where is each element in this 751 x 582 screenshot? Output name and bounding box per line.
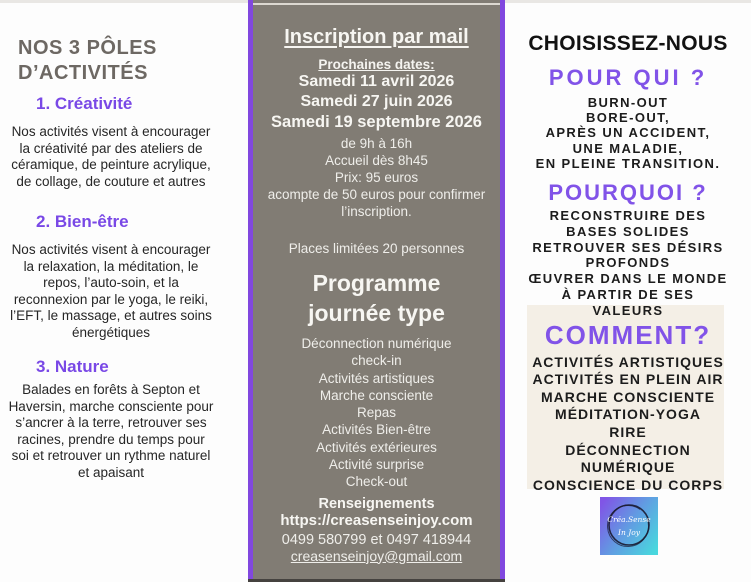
pourquoi-list: [505, 208, 751, 319]
section-heading-bien-etre: 2. Bien-être: [36, 212, 129, 231]
brand-logo: [600, 497, 658, 555]
comment-list: [505, 354, 751, 495]
program-title: Programme journée type: [308, 270, 445, 326]
pour-qui-item: EN PLEINE TRANSITION.: [535, 155, 721, 171]
choose-us-title: CHOISISSEZ-NOUS: [528, 32, 728, 55]
section-body-bien-etre: Nos activités visent à encourager la relaxation, la méditation, le repos, l’auto-soin, et la reconnexion par le yoga, le reiki, l’EFT, le massage, et autres soins énergétiques: [10, 242, 212, 340]
heading-pourquoi: POURQUOI ?: [548, 180, 708, 206]
pour-qui-item: APRÈS UN ACCIDENT,: [545, 125, 711, 141]
program-item: Check-out: [345, 474, 408, 490]
comment-item: DÉCONNECTION: [565, 441, 691, 458]
contact-label: Renseignements: [318, 495, 435, 512]
pourquoi-item: RECONSTRUIRE DES: [549, 208, 707, 224]
date-line: Samedi 27 juin 2026: [300, 93, 453, 110]
date-line: Samedi 19 septembre 2026: [271, 113, 482, 131]
left-panel: [0, 0, 248, 582]
program-item: Marche consciente: [319, 387, 434, 403]
pourquoi-item: VALEURS: [592, 302, 664, 318]
email-link[interactable]: creasenseinjoy@gmail.com: [290, 547, 463, 564]
comment-item: MÉDITATION-YOGA: [555, 406, 701, 423]
detail-line: Prix: 95 euros: [334, 170, 419, 185]
comment-item: NUMÉRIQUE: [580, 459, 676, 476]
pourquoi-item: À PARTIR DE SES: [561, 287, 695, 302]
comment-item: ACTIVITÉS ARTISTIQUES: [532, 353, 724, 370]
program-item: Repas: [356, 405, 397, 421]
inscription-title: Inscription par mail: [284, 26, 469, 48]
detail-line: Accueil dès 8h45: [325, 153, 428, 168]
website-link[interactable]: https://creasenseinjoy.com: [280, 511, 473, 529]
pour-qui-item: BORE-OUT,: [585, 110, 671, 126]
right-panel-content: [505, 32, 751, 494]
detail-line: acompte de 50 euros pour confirmer l’inscription.: [267, 187, 486, 219]
pourquoi-item: ŒUVRER DANS LE MONDE: [528, 271, 728, 287]
left-panel-title: NOS 3 PÔLES D’ACTIVITÉS: [18, 37, 157, 84]
pour-qui-item: UNE MALADIE,: [572, 140, 684, 156]
logo-text-line2: In Joy: [618, 528, 640, 537]
dates-label: Prochaines dates:: [318, 57, 435, 72]
heading-pour-qui: POUR QUI ?: [548, 65, 708, 90]
phone-numbers: 0499 580799 et 0497 418944: [281, 531, 472, 548]
comment-item: CONSCIENCE DU CORPS: [532, 476, 724, 493]
section-body-creativite: Nos activités visent à encourager la créativité par des ateliers de céramique, de peinture acrylique, de collage, de couture et autres: [11, 124, 211, 189]
brand-logo-image: [600, 497, 658, 555]
section-body-nature: Balades en forêts à Septon et Haversin, marche consciente pour s’ancrer à la terre, retrouver ses racines, prendre du temps pour soi et retrouver un rythme naturel et apaisant: [8, 382, 214, 480]
comment-item: MARCHE CONSCIENTE: [540, 388, 716, 405]
pour-qui-list: [505, 95, 751, 171]
program-item: Activités extérieures: [316, 439, 437, 455]
date-line: Samedi 11 avril 2026: [298, 73, 455, 90]
logo-text-line1: Créa.Sense: [607, 515, 651, 524]
program-item: Déconnection numérique: [301, 336, 452, 351]
right-panel: [505, 0, 751, 582]
center-panel: [248, 0, 505, 582]
pour-qui-item: BURN-OUT: [587, 95, 669, 110]
pourquoi-item: BASES SOLIDES: [566, 223, 690, 239]
event-details: [253, 135, 500, 220]
detail-line: de 9h à 16h: [340, 136, 413, 151]
program-list: [253, 335, 500, 491]
heading-comment: COMMENT?: [544, 319, 712, 350]
center-panel-top-line: [253, 3, 500, 5]
pourquoi-item: RETROUVER SES DÉSIRS: [532, 239, 724, 255]
program-item: Activités Bien-être: [322, 422, 431, 438]
program-item: check-in: [351, 353, 402, 369]
program-item: Activités artistiques: [318, 370, 435, 386]
program-item: Activité surprise: [328, 457, 425, 473]
comment-item: RIRE: [609, 423, 647, 440]
places-limit: Places limitées 20 personnes: [288, 241, 465, 256]
section-heading-nature: 3. Nature: [36, 357, 109, 376]
dates-list: [253, 72, 500, 132]
comment-item: ACTIVITÉS EN PLEIN AIR: [532, 371, 724, 388]
section-heading-creativite: 1. Créativité: [36, 94, 133, 113]
pourquoi-item: PROFONDS: [585, 255, 671, 271]
